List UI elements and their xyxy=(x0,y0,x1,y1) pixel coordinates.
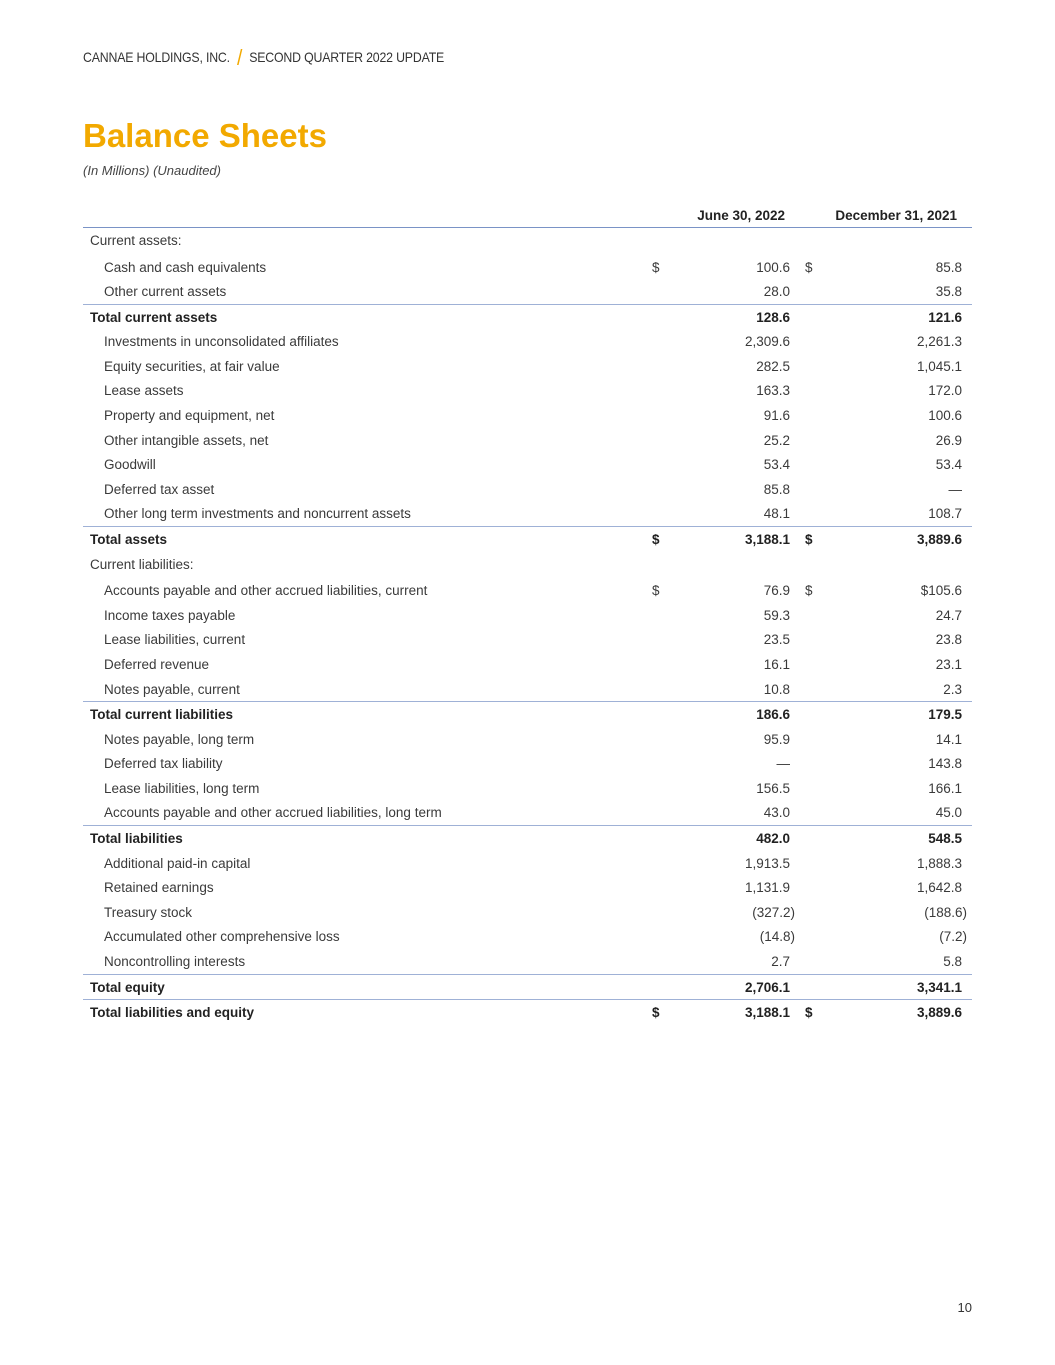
currency-symbol: $ xyxy=(652,532,660,548)
table-row xyxy=(83,279,972,304)
column-header-june-2022: June 30, 2022 xyxy=(697,208,785,223)
value-dec-2021: 3,341.1 xyxy=(916,979,962,995)
value-june-2022: 48.1 xyxy=(763,506,790,522)
table-row xyxy=(83,403,972,428)
row-label: Total liabilities and equity xyxy=(90,1005,255,1021)
page-subtitle: (In Millions) (Unaudited) xyxy=(83,163,221,178)
table-header-row xyxy=(83,203,972,228)
row-label: Other long term investments and noncurrent assets xyxy=(104,506,411,522)
table-row xyxy=(83,800,972,825)
row-label: Property and equipment, net xyxy=(104,408,275,424)
table-row xyxy=(83,751,972,776)
row-label: Total current liabilities xyxy=(90,707,234,723)
column-header-dec-2021: December 31, 2021 xyxy=(835,208,957,223)
row-label: Deferred tax asset xyxy=(104,481,215,497)
value-dec-2021: 1,888.3 xyxy=(916,855,962,871)
section-header-row xyxy=(83,228,972,255)
total-row xyxy=(83,304,972,330)
table-row xyxy=(83,501,972,526)
table-row xyxy=(83,924,972,949)
currency-symbol: $ xyxy=(805,259,813,275)
table-row xyxy=(83,578,972,603)
value-june-2022: 23.5 xyxy=(763,632,790,648)
value-dec-2021: 108.7 xyxy=(928,506,962,522)
value-dec-2021: 35.8 xyxy=(935,284,962,300)
page-number: 10 xyxy=(957,1300,972,1315)
value-dec-2021: 100.6 xyxy=(928,408,962,424)
row-label: Current assets: xyxy=(90,233,182,248)
row-label: Accounts payable and other accrued liabilities, long term xyxy=(104,805,442,821)
table-row xyxy=(83,652,972,677)
value-dec-2021: 166.1 xyxy=(928,780,962,796)
header-separator: / xyxy=(236,45,243,70)
value-june-2022: 2,706.1 xyxy=(744,979,790,995)
company-name: CANNAE HOLDINGS, INC. xyxy=(83,49,230,65)
row-label: Accounts payable and other accrued liabilities, current xyxy=(104,583,428,599)
value-june-2022: 91.6 xyxy=(763,408,790,424)
table-row xyxy=(83,452,972,477)
table-row xyxy=(83,329,972,354)
value-june-2022: 163.3 xyxy=(756,383,790,399)
row-label: Deferred revenue xyxy=(104,656,210,672)
value-dec-2021: 1,642.8 xyxy=(916,880,962,896)
row-label: Total liabilities xyxy=(90,831,183,847)
value-dec-2021: 26.9 xyxy=(935,432,962,448)
value-dec-2021: 24.7 xyxy=(935,607,962,623)
table-row xyxy=(83,949,972,974)
total-row xyxy=(83,825,972,851)
value-june-2022: 53.4 xyxy=(763,457,790,473)
table-row xyxy=(83,851,972,876)
value-dec-2021: $105.6 xyxy=(920,583,962,599)
table-body xyxy=(83,228,972,1025)
currency-symbol: $ xyxy=(652,1005,660,1021)
value-dec-2021: 1,045.1 xyxy=(916,358,962,374)
value-dec-2021: (7.2) xyxy=(939,929,967,945)
row-label: Lease liabilities, long term xyxy=(104,780,260,796)
value-june-2022: 128.6 xyxy=(756,309,790,325)
value-june-2022: 85.8 xyxy=(763,481,790,497)
value-dec-2021: 85.8 xyxy=(935,259,962,275)
row-label: Lease liabilities, current xyxy=(104,632,246,648)
value-june-2022: 2,309.6 xyxy=(744,334,790,350)
value-dec-2021: 179.5 xyxy=(928,707,962,723)
table-row xyxy=(83,354,972,379)
value-dec-2021: 5.8 xyxy=(943,954,962,970)
table-row xyxy=(83,477,972,502)
row-label: Total assets xyxy=(90,532,168,548)
row-label: Other current assets xyxy=(104,284,227,300)
value-june-2022: (327.2) xyxy=(752,904,795,920)
row-label: Accumulated other comprehensive loss xyxy=(104,929,340,945)
value-june-2022: 16.1 xyxy=(763,656,790,672)
value-june-2022: 100.6 xyxy=(756,259,790,275)
row-label: Current liabilities: xyxy=(90,556,194,572)
value-june-2022: 3,188.1 xyxy=(744,1005,790,1021)
value-june-2022: 186.6 xyxy=(756,707,790,723)
total-row xyxy=(83,701,972,727)
value-june-2022: 95.9 xyxy=(763,731,790,747)
value-dec-2021: (188.6) xyxy=(924,904,967,920)
row-label: Equity securities, at fair value xyxy=(104,358,280,374)
value-dec-2021: 14.1 xyxy=(935,731,962,747)
value-june-2022: 282.5 xyxy=(756,358,790,374)
row-label: Other intangible assets, net xyxy=(104,432,269,448)
row-label: Treasury stock xyxy=(104,904,193,920)
value-june-2022: 3,188.1 xyxy=(744,532,790,548)
table-row xyxy=(83,627,972,652)
table-row xyxy=(83,428,972,453)
value-june-2022: 2.7 xyxy=(771,954,790,970)
row-label: Deferred tax liability xyxy=(104,756,223,772)
value-june-2022: 59.3 xyxy=(763,607,790,623)
total-row xyxy=(83,999,972,1025)
value-dec-2021: 23.8 xyxy=(935,632,962,648)
page-title: Balance Sheets xyxy=(83,117,327,154)
table-row xyxy=(83,727,972,752)
value-june-2022: (14.8) xyxy=(759,929,795,945)
value-june-2022: 43.0 xyxy=(763,805,790,821)
row-label: Additional paid-in capital xyxy=(104,855,251,871)
row-label: Goodwill xyxy=(104,457,156,473)
currency-symbol: $ xyxy=(805,1005,813,1021)
total-row xyxy=(83,526,972,552)
table-row xyxy=(83,900,972,925)
value-dec-2021: 172.0 xyxy=(928,383,962,399)
value-dec-2021: 23.1 xyxy=(935,656,962,672)
value-dec-2021: 3,889.6 xyxy=(916,532,962,548)
row-label: Total equity xyxy=(90,979,165,995)
currency-symbol: $ xyxy=(652,259,660,275)
value-june-2022: 28.0 xyxy=(763,284,790,300)
row-label: Noncontrolling interests xyxy=(104,954,246,970)
value-dec-2021: 143.8 xyxy=(928,756,962,772)
total-row xyxy=(83,974,972,1000)
running-header xyxy=(83,42,444,68)
row-label: Cash and cash equivalents xyxy=(104,259,267,275)
report-name: SECOND QUARTER 2022 UPDATE xyxy=(249,49,445,65)
balance-sheet-table xyxy=(83,203,972,1025)
currency-symbol: $ xyxy=(805,532,813,548)
value-dec-2021: 53.4 xyxy=(935,457,962,473)
value-dec-2021: 121.6 xyxy=(928,309,962,325)
value-june-2022: 10.8 xyxy=(763,681,790,697)
value-dec-2021: 2,261.3 xyxy=(916,334,962,350)
row-label: Lease assets xyxy=(104,383,184,399)
value-dec-2021: 3,889.6 xyxy=(916,1005,962,1021)
table-row xyxy=(83,677,972,702)
table-row xyxy=(83,378,972,403)
table-row xyxy=(83,603,972,628)
section-header-row xyxy=(83,552,972,579)
value-dec-2021: 45.0 xyxy=(935,805,962,821)
value-dec-2021: 2.3 xyxy=(943,681,962,697)
currency-symbol: $ xyxy=(652,583,660,599)
row-label: Notes payable, long term xyxy=(104,731,255,747)
table-row xyxy=(83,875,972,900)
value-june-2022: 1,131.9 xyxy=(744,880,790,896)
value-june-2022: 25.2 xyxy=(763,432,790,448)
table-row xyxy=(83,776,972,801)
value-june-2022: 76.9 xyxy=(763,583,790,599)
table-row xyxy=(83,255,972,280)
currency-symbol: $ xyxy=(805,583,813,599)
value-dec-2021: 548.5 xyxy=(928,831,962,847)
value-dec-2021: — xyxy=(948,481,962,497)
row-label: Total current assets xyxy=(90,309,218,325)
row-label: Notes payable, current xyxy=(104,681,240,697)
value-june-2022: — xyxy=(776,756,790,772)
row-label: Retained earnings xyxy=(104,880,214,896)
row-label: Income taxes payable xyxy=(104,607,236,623)
value-june-2022: 1,913.5 xyxy=(744,855,790,871)
value-june-2022: 482.0 xyxy=(756,831,790,847)
value-june-2022: 156.5 xyxy=(756,780,790,796)
row-label: Investments in unconsolidated affiliates xyxy=(104,334,339,350)
